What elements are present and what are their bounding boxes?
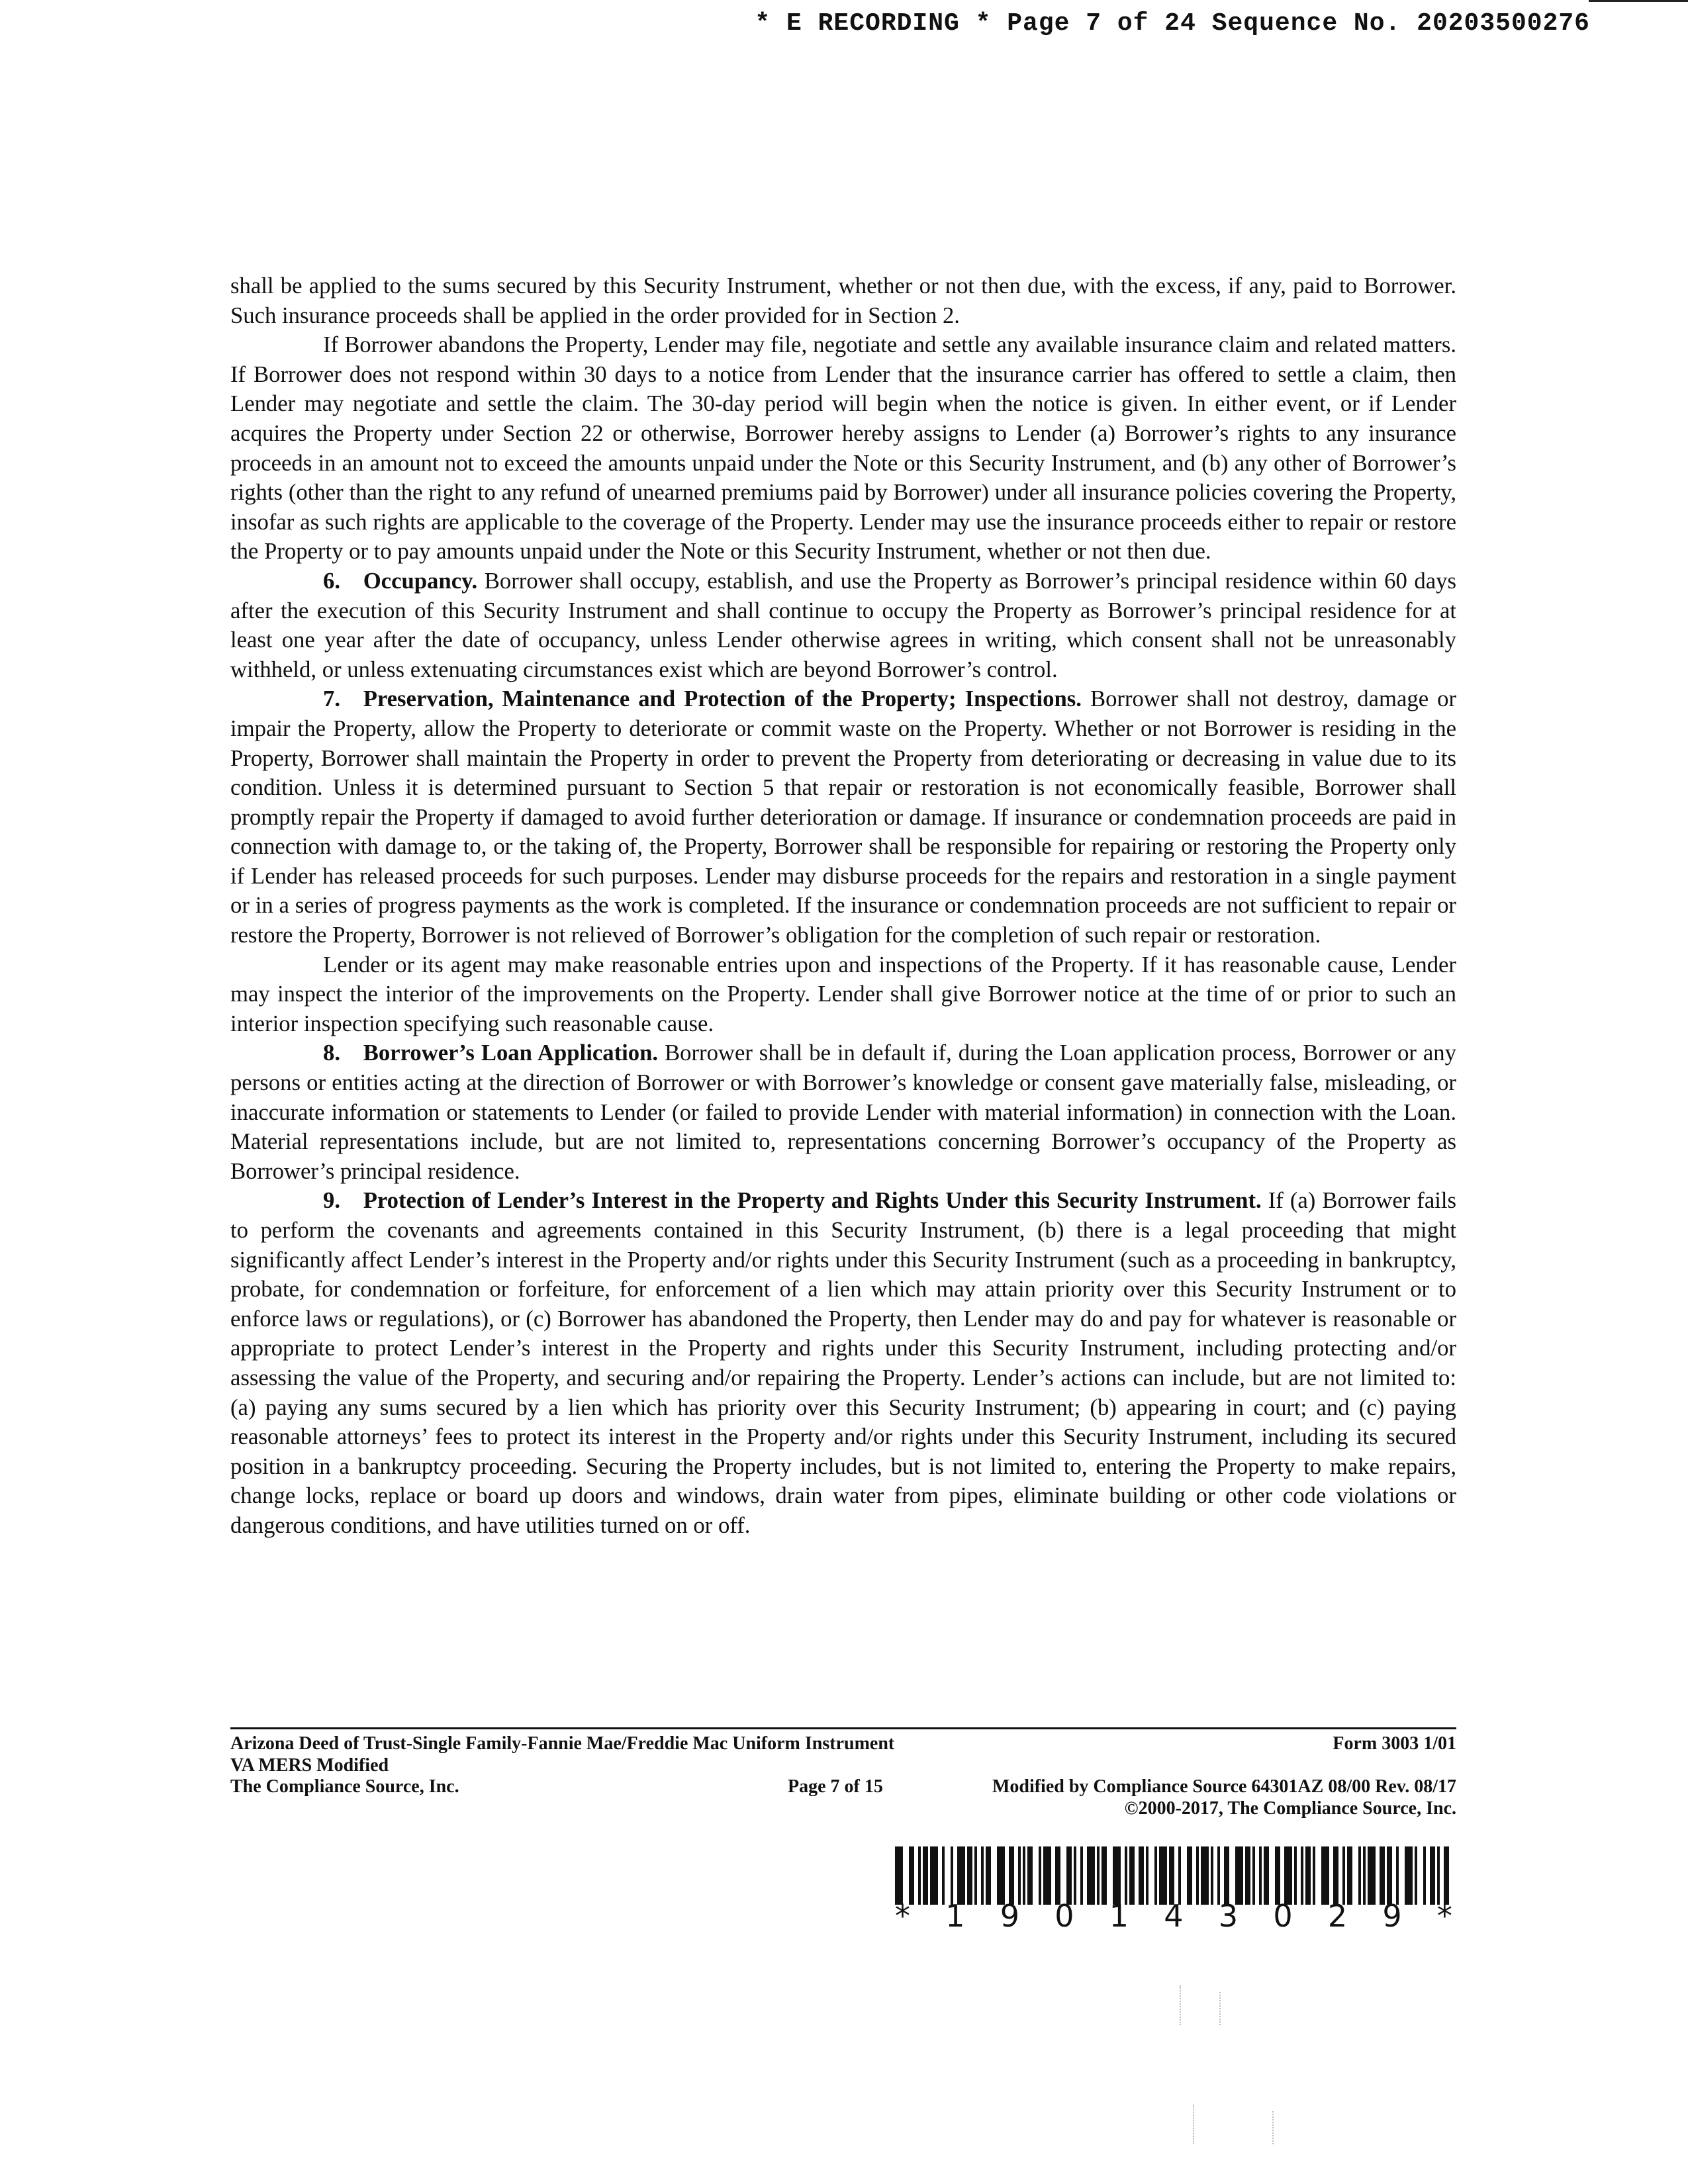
- barcode-bar: [981, 1846, 984, 1905]
- barcode-bar: [1415, 1846, 1417, 1905]
- barcode-bar: [1235, 1846, 1243, 1905]
- barcode-bar: [1113, 1846, 1121, 1905]
- barcode-character: 4: [1164, 1898, 1184, 1934]
- barcode-bar: [1444, 1846, 1449, 1905]
- barcode-bar: [1187, 1846, 1192, 1905]
- barcode-character: 2: [1327, 1898, 1348, 1934]
- paragraph-text: Lender or its agent may make reasonable entries upon and inspections of the Property. If it has reasonable cause, Lender may inspect the interior of the improvements on the Property. Lender shall give Borrower notice at the time of or prior to such an interior inspection specifying such reasonable cause.: [230, 951, 1456, 1036]
- barcode-bar: [1023, 1846, 1025, 1905]
- barcode-bar: [1201, 1846, 1209, 1905]
- barcode-character: *: [1436, 1898, 1452, 1934]
- barcode-bar: [909, 1846, 914, 1905]
- barcode-bar: [1074, 1846, 1076, 1905]
- barcode-bar: [1066, 1846, 1072, 1905]
- barcode-bar: [1321, 1846, 1329, 1905]
- barcode-bar: [1333, 1846, 1338, 1905]
- barcode-bar: [1368, 1846, 1376, 1905]
- paragraph: [230, 567, 1456, 684]
- barcode-character: 9: [1000, 1898, 1020, 1934]
- company-name: The Compliance Source, Inc.: [230, 1776, 459, 1797]
- barcode-bar: [1178, 1846, 1181, 1905]
- barcode-bar: [1080, 1846, 1083, 1905]
- form-title: Arizona Deed of Trust-Single Family-Fannie Mae/Freddie Mac Uniform Instrument: [230, 1733, 895, 1754]
- barcode-bar: [1275, 1846, 1280, 1905]
- paragraph-text: shall be applied to the sums secured by this Security Instrument, whether or not then due, with the excess, if any, paid to Borrower. Such insurance proceeds shall be applied in the order provided for in Section 2.: [230, 273, 1456, 328]
- scan-artifact: [1219, 1992, 1221, 2025]
- barcode-bar: [974, 1846, 977, 1905]
- barcode-bar: [895, 1846, 903, 1905]
- barcode-bar: [1217, 1846, 1220, 1905]
- paragraph: [230, 1186, 1456, 1540]
- barcode-character: 0: [1273, 1898, 1293, 1934]
- barcode-bar: [1264, 1846, 1269, 1905]
- barcode-bar: [1224, 1846, 1229, 1905]
- barcode-bar: [918, 1846, 921, 1905]
- form-modification: VA MERS Modified: [230, 1754, 389, 1776]
- barcode-bar: [1055, 1846, 1060, 1905]
- barcode-bar: [1423, 1846, 1426, 1905]
- barcode-bar: [1097, 1846, 1100, 1905]
- barcode-bar: [1284, 1846, 1292, 1905]
- paragraph-text: If (a) Borrower fails to perform the covenants and agreements contained in this Security Instrument, (b) there is a legal proceeding that might significantly affect Lender’s interest in the Property and/or rights under this Security Instrument (such as a proceeding in bankruptcy, probate, for condemnation or forfeiture, for enforcement of a lien which may attain priority over this Security Instrument or to enforce laws or regulations), or (c) Borrower has abandoned the Property, then Lender may do and pay for whatever is reasonable or appropriate to protect Lender’s interest in the Property and rights under this Security Instrument, including protecting and/or assessing the value of the Property, and securing and/or repairing the Property. Lender’s actions can include, but are not limited to: (a) paying any sums secured by a lien which has priority over this Security Instrument; (b) appearing in court; and (c) paying reasonable attorneys’ fees to protect its interest in the Property and/or rights under this Security Instrument, including its secured position in a bankruptcy proceeding. Securing the Property includes, but is not limited to, entering the Property to make repairs, change locks, replace or board up doors and windows, drain water from pipes, eliminate building or other code violations or dangerous conditions, and have utilities turned on or off.: [230, 1187, 1456, 1538]
- barcode-bar: [1380, 1846, 1385, 1905]
- barcode-bar: [1018, 1846, 1021, 1905]
- barcode-bar: [1125, 1846, 1127, 1905]
- paragraph-text: If Borrower abandons the Property, Lender may file, negotiate and settle any available insurance claim and related matters. If Borrower does not respond within 30 days to a notice from Lender that the insurance carrier has offered to settle a claim, then Lender may negotiate and settle the claim. The 30-day period will begin when the notice is given. In either event, or if Lender acquires the Property under Section 22 or otherwise, Borrower hereby assigns to Lender (a) Borrower’s rights to any insurance proceeds in an amount not to exceed the amounts unpaid under the Note or this Security Instrument, and (b) any other of Borrower’s rights (other than the right to any refund of unearned premiums paid by Borrower) under all insurance policies covering the Property, insofar as such rights are applicable to the coverage of the Property. Lender may use the insurance proceeds either to repair or restore the Property or to pay amounts unpaid under the Note or this Security Instrument, whether or not then due.: [230, 332, 1456, 565]
- barcode-bar: [986, 1846, 991, 1905]
- barcode-bar: [951, 1846, 953, 1905]
- barcode-bar: [1252, 1846, 1255, 1905]
- barcode-bar: [1405, 1846, 1413, 1905]
- barcode-bar: [1347, 1846, 1352, 1905]
- barcode-bar: [1154, 1846, 1157, 1905]
- barcode-bar: [1211, 1846, 1213, 1905]
- barcode-bar: [1087, 1846, 1095, 1905]
- barcode-bar: [967, 1846, 972, 1905]
- section-heading: 6. Occupancy.: [323, 567, 478, 594]
- barcode-character: 0: [1055, 1898, 1074, 1934]
- barcode-bar: [1313, 1846, 1315, 1905]
- scan-artifact: [1193, 2105, 1194, 2144]
- section-heading: 8. Borrower’s Loan Application.: [323, 1040, 659, 1066]
- barcode-bar: [1009, 1846, 1014, 1905]
- barcode-bar: [1430, 1846, 1435, 1905]
- top-edge-rule: [1589, 0, 1688, 2]
- paragraph: [230, 330, 1456, 567]
- barcode-character: 1: [1109, 1898, 1129, 1934]
- form-number: Form 3003 1/01: [1333, 1733, 1456, 1754]
- paragraph-text: Borrower shall not destroy, damage or impair the Property, allow the Property to deteriorate or commit waste on the Property. Whether or not Borrower is residing in the Property, Borrower shall maintain the Property in order to prevent the Property from deteriorating or decreasing in value due to its condition. Unless it is determined pursuant to Section 5 that repair or restoration is not economically feasible, Borrower shall promptly repair the Property if damaged to avoid further deterioration or damage. If insurance or condemnation proceeds are paid in connection with damage to, or the taking of, the Property, Borrower shall be responsible for repairing or restoring the Property only if Lender has released proceeds for such purposes. Lender may disburse proceeds for the repairs and restoration in a single payment or in a series of progress payments as the work is completed. If the insurance or condemnation proceeds are not sufficient to repair or restore the Property, Borrower is not relieved of Borrower’s obligation for the completion of such repair or restoration.: [230, 686, 1457, 948]
- barcode-bar: [957, 1846, 965, 1905]
- copyright: ©2000-2017, The Compliance Source, Inc.: [1124, 1797, 1456, 1819]
- barcode-bar: [942, 1846, 945, 1905]
- section-heading: 9. Protection of Lender’s Interest in the Property and Rights Under this Security Instrument.: [323, 1187, 1262, 1214]
- barcode-bar: [930, 1846, 938, 1905]
- barcode-bar: [1259, 1846, 1262, 1905]
- paragraph: [230, 271, 1456, 330]
- paragraph: [230, 684, 1456, 950]
- barcode-bar: [1102, 1846, 1107, 1905]
- barcode-character: 1: [945, 1898, 965, 1934]
- paragraph: [230, 1038, 1456, 1186]
- barcode-bar: [1387, 1846, 1392, 1905]
- barcode-bar: [1043, 1846, 1051, 1905]
- modified-by: Modified by Compliance Source 64301AZ 08/00 Rev. 08/17: [992, 1776, 1456, 1797]
- barcode-bar: [1196, 1846, 1199, 1905]
- paragraph: [230, 950, 1456, 1039]
- barcode-character: 9: [1382, 1898, 1402, 1934]
- barcode-bar: [1396, 1846, 1399, 1905]
- paragraph-text: Borrower shall occupy, establish, and use the Property as Borrower’s principal residence within 60 days after the execution of this Security Instrument and shall continue to occupy the Property as Borrower’s principal residence for at least one year after the date of occupancy, unless Lender otherwise agrees in writing, which consent shall not be unreasonably withheld, or unless extenuating circumstances exist which are beyond Borrower’s control.: [230, 567, 1456, 682]
- page-footer: [230, 1727, 1456, 1819]
- scan-artifact: [1180, 1985, 1181, 2025]
- barcode-bar: [1159, 1846, 1167, 1905]
- barcode-bar: [1129, 1846, 1135, 1905]
- barcode-bar: [1146, 1846, 1149, 1905]
- barcode-bar: [1363, 1846, 1366, 1905]
- barcode-bar: [1301, 1846, 1303, 1905]
- barcode-bar: [997, 1846, 1005, 1905]
- barcode-bar: [1039, 1846, 1041, 1905]
- barcode-bar: [1169, 1846, 1174, 1905]
- paragraph-text: Borrower shall be in default if, during the Loan application process, Borrower or any persons or entities acting at the direction of Borrower or with Borrower’s knowledge or consent gave materially false, misleading, or inaccurate information or statements to Lender (or failed to provide Lender with material information) in connection with the Loan. Material representations include, but are not limited to, representations concerning Borrower’s occupancy of the Property as Borrower’s principal residence.: [230, 1040, 1456, 1184]
- barcode-bar: [1342, 1846, 1345, 1905]
- barcode-bar: [1139, 1846, 1144, 1905]
- barcode-bar: [1305, 1846, 1311, 1905]
- barcode-character: *: [895, 1898, 910, 1934]
- barcode-caption: [895, 1898, 1452, 1934]
- barcode-bar: [1294, 1846, 1297, 1905]
- page-number: Page 7 of 15: [788, 1776, 883, 1797]
- barcode-bar: [1358, 1846, 1361, 1905]
- barcode-bar: [1437, 1846, 1440, 1905]
- barcode-bar: [1027, 1846, 1033, 1905]
- barcode-bar: [1245, 1846, 1250, 1905]
- recording-header: * E RECORDING * Page 7 of 24 Sequence No. 20203500276: [755, 9, 1590, 38]
- section-heading: 7. Preservation, Maintenance and Protection of the Property; Inspections.: [323, 686, 1082, 712]
- scan-artifact: [1272, 2111, 1274, 2144]
- barcode-character: 3: [1218, 1898, 1239, 1934]
- barcode: [895, 1846, 1452, 1905]
- document-body: [230, 271, 1456, 1541]
- barcode-bar: [923, 1846, 928, 1905]
